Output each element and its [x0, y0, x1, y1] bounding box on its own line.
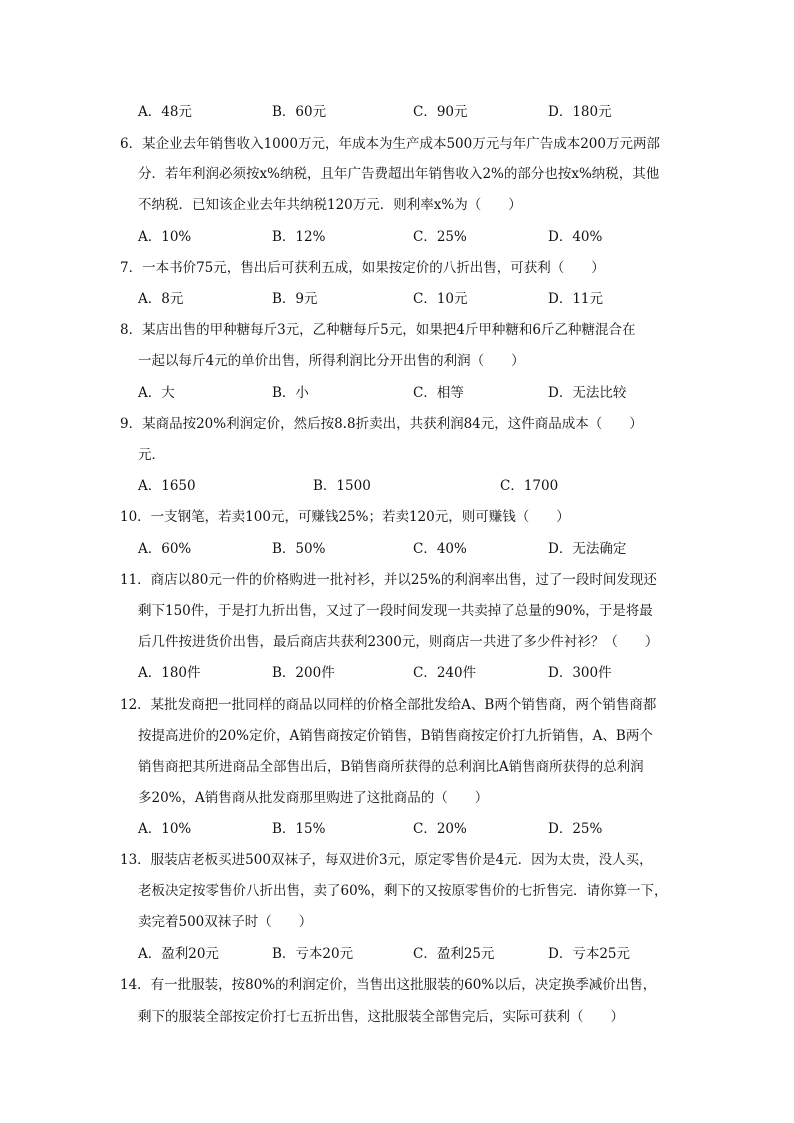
question-stem-line: 卖完着500双袜子时（ ）	[138, 914, 313, 930]
option-c: C．10元	[413, 291, 468, 307]
option-a: A．60%	[138, 541, 192, 557]
option-b: B．200件	[272, 665, 335, 681]
question-stem-line: 老板决定按零售价八折出售，卖了60%，剩下的又按原零售价的七折售完．请你算一下，	[138, 883, 668, 899]
option-b: B．亏本20元	[272, 946, 354, 962]
option-a: A．8元	[138, 291, 184, 307]
question-stem-line: 11．商店以80元一件的价格购进一批衬衫，并以25%的利润率出售，过了一段时间发现还	[120, 572, 657, 588]
option-a: A．10%	[138, 821, 192, 837]
question-stem-line: 7．一本书价75元，售出后可获利五成，如果按定价的八折出售，可获利（ ）	[120, 260, 605, 276]
question-stem-line: 13．服装店老板买进500双袜子，每双进价3元，原定零售价是4元．因为太贵，没人买，	[120, 852, 653, 868]
option-d: D．300件	[548, 665, 612, 681]
question-stem-line: 9．某商品按20%利润定价，然后按8.8折卖出，共获利润84元，这件商品成本（ ）	[120, 416, 643, 432]
question-stem-line: 不纳税．已知该企业去年共纳税120万元．则利率x%为（ ）	[138, 197, 522, 213]
question-stem-line: 剩下150件，于是打九折出售，又过了一段时间发现一共卖掉了总量的90%，于是将最	[138, 603, 653, 619]
option-a: A．48元	[138, 104, 192, 120]
option-a: A．盈利20元	[138, 946, 219, 962]
option-a: A．1650	[138, 478, 196, 494]
option-c: C．相等	[413, 385, 464, 401]
option-d: D．40%	[548, 229, 603, 245]
option-d: D．25%	[548, 821, 603, 837]
question-stem-line: 一起以每斤4元的单价出售，所得利润比分开出售的利润（ ）	[138, 353, 525, 369]
option-d: D．亏本25元	[548, 946, 631, 962]
option-a: A．180件	[138, 665, 201, 681]
question-stem-line: 8．某店出售的甲种糖每斤3元，乙种糖每斤5元，如果把4斤甲种糖和6斤乙种糖混合在	[120, 322, 636, 338]
option-d: D．无法确定	[548, 541, 627, 557]
question-stem-line: 多20%，A销售商从批发商那里购进了这批商品的（ ）	[138, 790, 489, 806]
option-b: B．1500	[313, 478, 371, 494]
option-c: C．盈利25元	[413, 946, 495, 962]
question-stem-line: 销售商把其所进商品全部售出后，B销售商所获得的总利润比A销售商所获得的总利润	[138, 759, 644, 775]
option-b: B．60元	[272, 104, 327, 120]
option-b: B．15%	[272, 821, 326, 837]
question-stem-line: 分．若年利润必须按x%纳税，且年广告费超出年销售收入2%的部分也按x%纳税，其他	[138, 166, 660, 182]
option-c: C．90元	[413, 104, 468, 120]
question-stem-line: 10．一支钢笔，若卖100元，可赚钱25%；若卖120元，则可赚钱（ ）	[120, 509, 570, 525]
option-a: A．10%	[138, 229, 192, 245]
option-c: C．240件	[413, 665, 477, 681]
option-d: D．180元	[548, 104, 612, 120]
option-b: B．50%	[272, 541, 326, 557]
question-stem-line: 后几件按进货价出售，最后商店共获利2300元，则商店一共进了多少件衬衫？（ ）	[138, 634, 659, 650]
option-d: D．无法比较	[548, 385, 627, 401]
option-c: C．25%	[413, 229, 467, 245]
question-stem-line: 元．	[138, 447, 165, 463]
option-a: A．大	[138, 385, 175, 401]
option-c: C．40%	[413, 541, 467, 557]
option-c: C．1700	[500, 478, 559, 494]
question-stem-line: 剩下的服装全部按定价打七五折出售，这批服装全部售完后，实际可获利（ ）	[138, 1009, 624, 1025]
option-d: D．11元	[548, 291, 604, 307]
option-b: B．9元	[272, 291, 318, 307]
question-stem-line: 14．有一批服装，按80%的利润定价，当售出这批服装的60%以后，决定换季减价出售，	[120, 977, 657, 993]
option-b: B．小	[272, 385, 309, 401]
option-c: C．20%	[413, 821, 467, 837]
option-b: B．12%	[272, 229, 326, 245]
question-stem-line: 12．某批发商把一批同样的商品以同样的价格全部批发给A、B两个销售商，两个销售商都	[120, 697, 657, 713]
question-stem-line: 6．某企业去年销售收入1000万元，年成本为生产成本500万元与年广告成本200万元两部	[120, 136, 660, 152]
question-stem-line: 按提高进价的20%定价，A销售商按定价销售，B销售商按定价打九折销售，A、B两个	[138, 728, 653, 744]
